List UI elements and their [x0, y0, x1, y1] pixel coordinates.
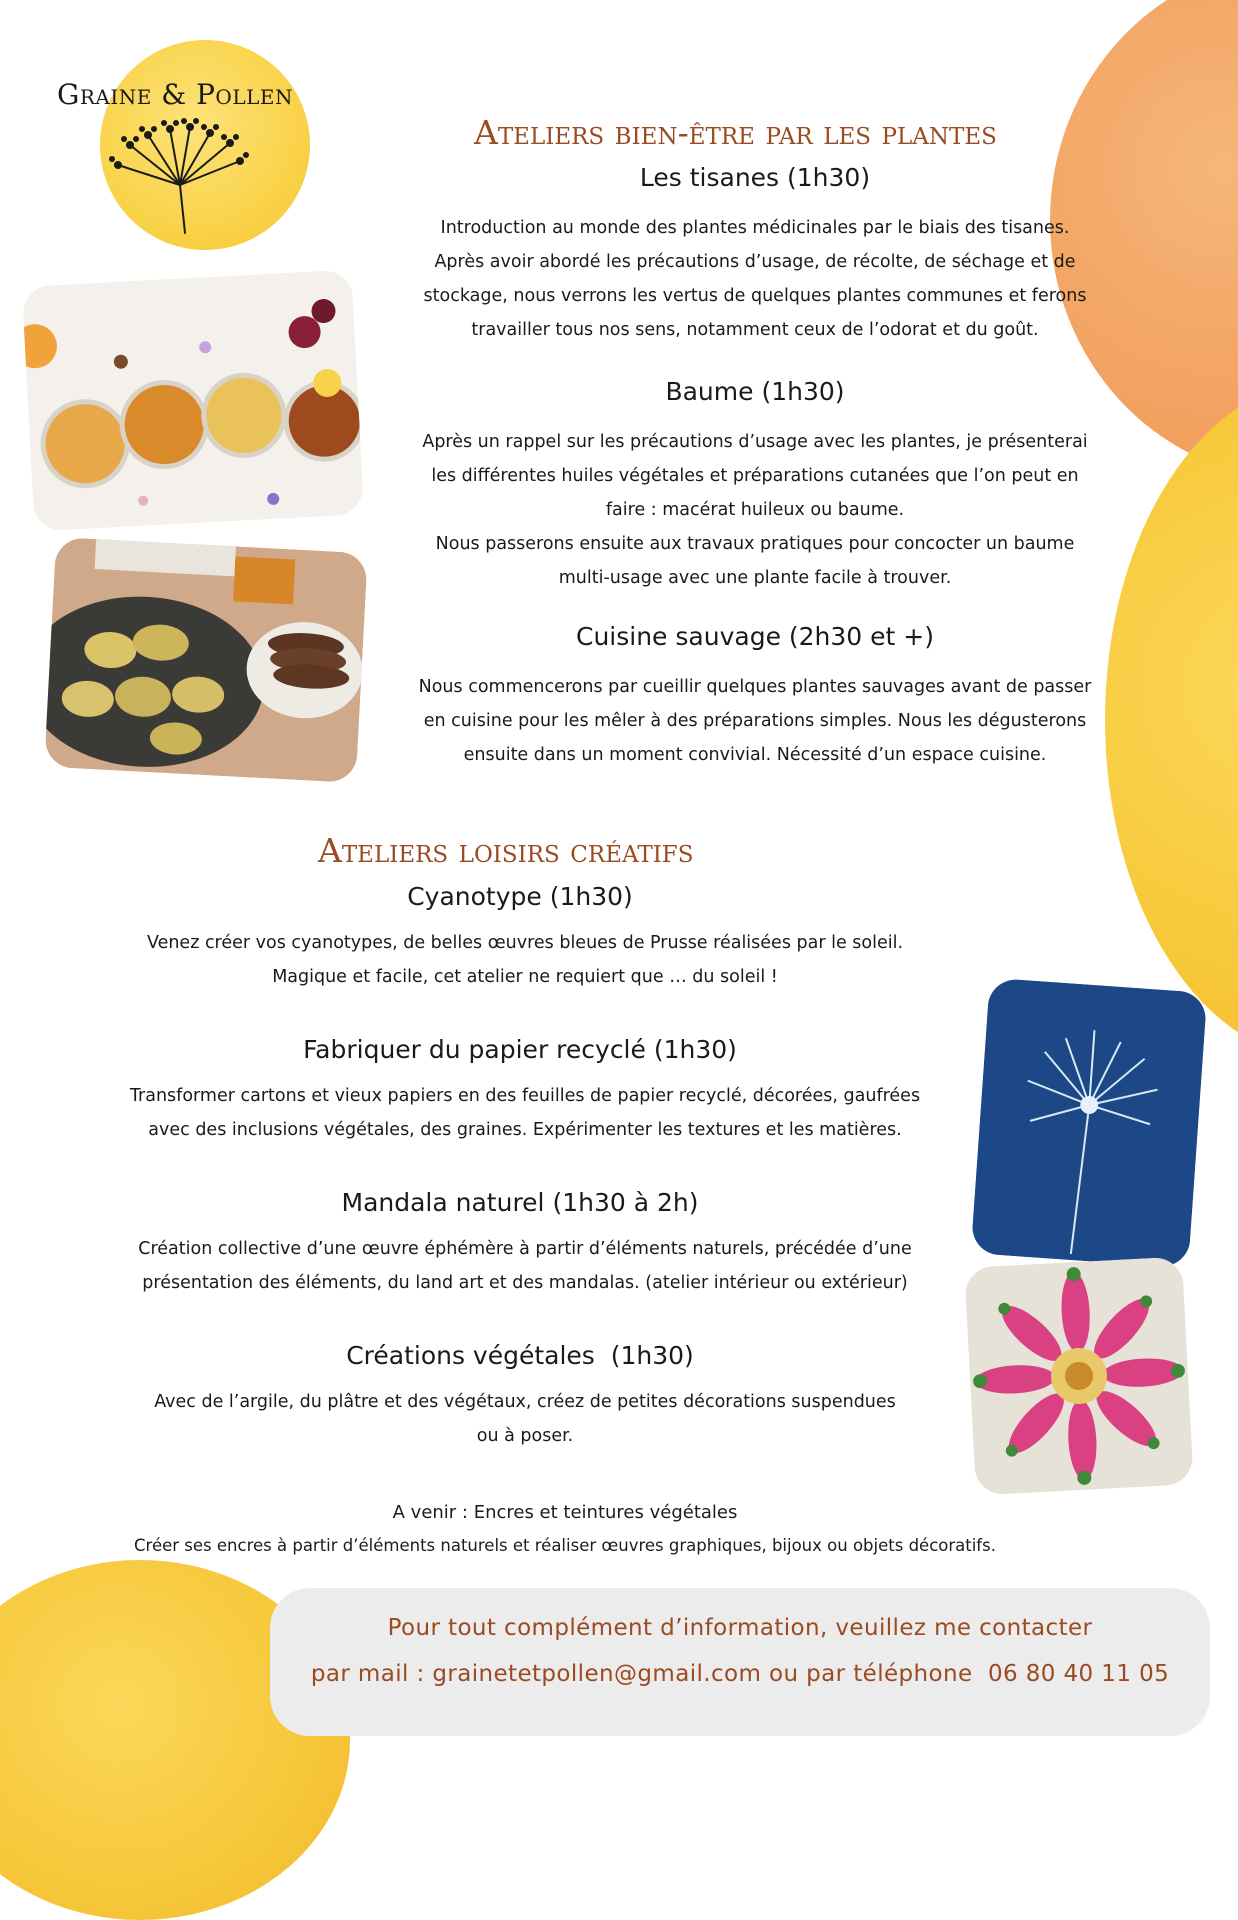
wellbeing-section-title: Ateliers bien-être par les plantes [474, 113, 997, 152]
herbal-tea-photo [22, 270, 364, 532]
creations-title: Créations végétales (1h30) [346, 1341, 694, 1370]
wild-cooking-photo [44, 537, 368, 783]
brand-logo [40, 78, 310, 235]
cuisine-title: Cuisine sauvage (2h30 et +) [576, 622, 934, 651]
contact-intro: Pour tout complément d’information, veuillez me contacter [387, 1615, 1093, 1641]
umbel-flower-icon [90, 115, 260, 235]
baume-description: Après un rappel sur les précautions d’usage avec les plantes, je présenterai les différentes huiles végétales et préparations cutanées que l’on peut en faire : macérat huileux ou baume. Nous passerons ensuite aux travaux pratiques pour concocter un baume multi-usage avec une plante facile à trouver. [422, 432, 1088, 588]
brand-name: Graine & Pollen [57, 78, 293, 111]
cuisine-description: Nous commencerons par cueillir quelques plantes sauvages avant de passer en cuisine pour les mêler à des préparations simples. Nous les dégusterons ensuite dans un moment convivial. Nécessité d’un espace cuisine. [418, 677, 1092, 765]
upcoming-description: Créer ses encres à partir d’éléments naturels et réaliser œuvres graphiques, bijoux ou objets décoratifs. [134, 1536, 996, 1555]
contact-box [270, 1588, 1210, 1736]
creative-section-title: Ateliers loisirs créatifs [318, 831, 694, 870]
mandala-title: Mandala naturel (1h30 à 2h) [341, 1188, 699, 1217]
papier-title: Fabriquer du papier recyclé (1h30) [303, 1035, 737, 1064]
creations-description: Avec de l’argile, du plâtre et des végétaux, créez de petites décorations suspendues ou à poser. [154, 1392, 896, 1446]
upcoming-title: A venir : Encres et teintures végétales [392, 1502, 738, 1523]
papier-description: Transformer cartons et vieux papiers en des feuilles de papier recyclé, décorées, gaufrées avec des inclusions végétales, des graines. Expérimenter les textures et les matières. [129, 1086, 921, 1140]
contact-details[interactable]: par mail : grainetetpollen@gmail.com ou par téléphone 06 80 40 11 05 [310, 1661, 1170, 1687]
flower-mandala-photo [964, 1256, 1194, 1495]
baume-title: Baume (1h30) [665, 377, 845, 406]
cyanotype-photo [971, 978, 1208, 1269]
cyanotype-title: Cyanotype (1h30) [407, 882, 633, 911]
mandala-description: Création collective d’une œuvre éphémère à partir d’éléments naturels, précédée d’une présentation des éléments, du land art et des mandalas. (atelier intérieur ou extérieur) [138, 1239, 912, 1293]
tisanes-title: Les tisanes (1h30) [639, 163, 871, 192]
cyanotype-description: Venez créer vos cyanotypes, de belles œuvres bleues de Prusse réalisées par le soleil. Magique et facile, cet atelier ne requiert que … du soleil ! [146, 933, 904, 987]
tisanes-description: Introduction au monde des plantes médicinales par le biais des tisanes. Après avoir abordé les précautions d’usage, de récolte, de séchage et de stockage, nous verrons les vertus de quelques plantes communes et ferons travailler tous nos sens, notamment ceux de l’odorat et du goût. [423, 218, 1087, 340]
